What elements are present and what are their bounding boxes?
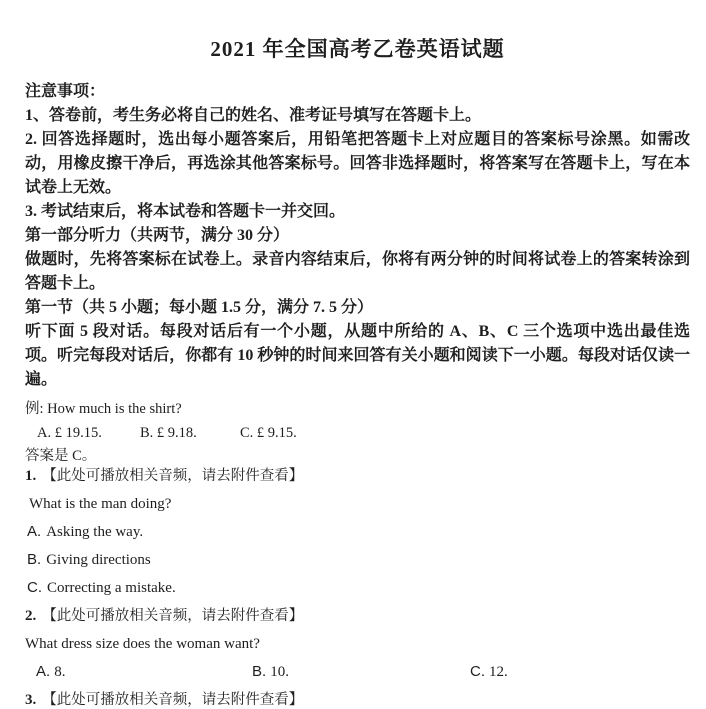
notice-item-2: 2. 回答选择题时，选出每小题答案后，用铅笔把答题卡上对应题目的答案标号涂黑。如需改动，用橡皮擦干净后，再选涂其他答案标号。回答非选择题时，将答案写在答题卡上，写在本试卷上无效。 — [25, 131, 690, 196]
section1-heading: 第一节（共 5 小题；每小题 1.5 分，满分 7. 5 分） — [25, 299, 374, 316]
question-1-option-b-letter: B. — [27, 551, 42, 568]
example-option-c-text: £ 9.15. — [256, 425, 297, 441]
question-2-option-b-letter: B. — [252, 663, 267, 680]
question-2-options-row — [25, 663, 690, 681]
question-1-option-a — [25, 523, 690, 541]
example-options — [25, 421, 690, 445]
question-2-number: 2. — [25, 608, 37, 624]
question-3-audio-note: 【此处可播放相关音频，请去附件查看】 — [42, 692, 304, 708]
example-option-b — [140, 421, 240, 445]
question-1-option-b-text: Giving directions — [46, 552, 151, 568]
question-2-option-b — [252, 663, 470, 681]
question-2-audio-line — [25, 607, 690, 625]
example-option-b-letter: B. — [140, 425, 154, 441]
question-1-option-c-letter: C. — [27, 579, 42, 596]
example-option-a-letter: A. — [37, 425, 52, 441]
question-2-audio-note: 【此处可播放相关音频，请去附件查看】 — [42, 608, 304, 624]
question-1-audio-note: 【此处可播放相关音频，请去附件查看】 — [42, 468, 304, 484]
part1-heading: 第一部分听力（共两节，满分 30 分） — [25, 227, 290, 244]
question-2-option-c-text: 12. — [489, 664, 508, 680]
question-1-option-c-text: Correcting a mistake. — [47, 580, 176, 596]
question-1-option-b — [25, 551, 690, 569]
example-option-a — [37, 421, 140, 445]
question-1-option-a-text: Asking the way. — [46, 524, 144, 540]
question-2-option-a-text: 8. — [54, 664, 66, 680]
example-answer: 答案是 C。 — [25, 448, 97, 464]
notice-item-1: 1、答卷前，考生务必将自己的姓名、准考证号填写在答题卡上。 — [25, 107, 482, 124]
question-1-number: 1. — [25, 468, 37, 484]
example-option-c-letter: C. — [240, 425, 254, 441]
notice-item-3: 3. 考试结束后，将本试卷和答题卡一并交回。 — [25, 203, 346, 220]
question-2-option-c — [470, 663, 508, 681]
notices-heading: 注意事项： — [25, 83, 106, 100]
page-title: 2021 年全国高考乙卷英语试题 — [210, 37, 505, 61]
question-2-option-a-letter: A. — [36, 663, 51, 680]
section1-instruction: 听下面 5 段对话。每段对话后有一个小题，从题中所给的 A、B、C 三个选项中选出最佳选项。听完每段对话后，你都有 10 秒钟的时间来回答有关小题和阅读下一小题。每段对话仅读一遍。 — [25, 323, 690, 388]
question-1-audio-line — [25, 467, 690, 485]
example-prompt: 例: How much is the shirt? — [25, 401, 182, 417]
question-1-prompt: What is the man doing? — [29, 496, 172, 512]
question-1-option-a-letter: A. — [27, 523, 42, 540]
example-option-a-text: £ 19.15. — [54, 425, 102, 441]
question-3-number: 3. — [25, 692, 37, 708]
question-2-option-b-text: 10. — [270, 664, 289, 680]
question-2-option-a — [36, 663, 252, 681]
question-2-option-c-letter: C. — [470, 663, 485, 680]
question-1-option-c — [25, 579, 690, 597]
question-3-audio-line — [25, 691, 690, 709]
example-option-b-text: £ 9.18. — [156, 425, 197, 441]
example-option-c — [240, 421, 297, 445]
question-2-prompt: What dress size does the woman want? — [25, 636, 260, 652]
part1-instruction: 做题时，先将答案标在试卷上。录音内容结束后，你将有两分钟的时间将试卷上的答案转涂到答题卡上。 — [25, 251, 690, 292]
